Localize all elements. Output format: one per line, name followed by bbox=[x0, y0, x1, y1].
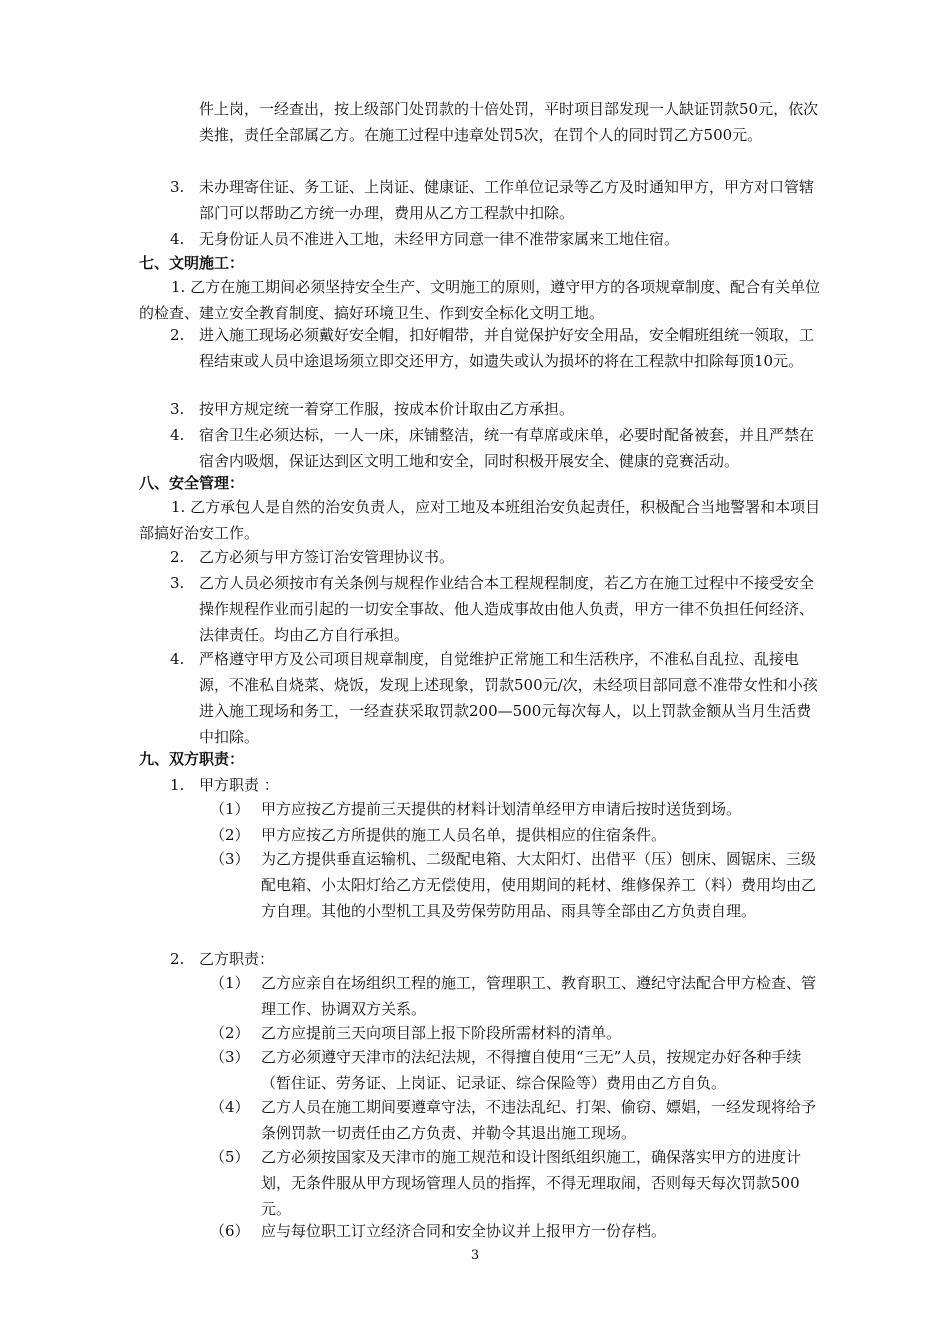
item-number: 3. bbox=[170, 574, 185, 592]
sub-item-text: 乙方应提前三天向项目部上报下阶段所需材料的清单。 bbox=[261, 1024, 622, 1042]
sub-item-number: （6） bbox=[210, 1222, 250, 1240]
sub-item-text: 甲方应按乙方所提供的施工人员名单，提供相应的住宿条件。 bbox=[261, 826, 667, 844]
item-text: 无身份证人员不准进入工地，未经甲方同意一律不准带家属来工地住宿。 bbox=[199, 230, 680, 248]
item-number: 2. bbox=[170, 326, 185, 344]
sub-item-text: 应与每位职工订立经济合同和安全协议并上报甲方一份存档。 bbox=[261, 1222, 667, 1240]
section-heading-civilized-construction: 七、文明施工： bbox=[139, 254, 245, 272]
section-paragraph: 1. 乙方在施工期间必须坚持安全生产、文明施工的原则，遵守甲方的各项规章制度、配合有关单位的检查、建立安全教育制度、搞好环境卫生、作到安全标化文明工地。 bbox=[139, 278, 821, 322]
item-text: 宿舍卫生必须达标，一人一床，床铺整洁，统一有草席或床单，必要时配备被套，并且严禁在宿舍内吸烟，保证达到区文明工地和安全，同时积极开展安全、健康的竞赛活动。 bbox=[199, 426, 815, 470]
section-heading-safety-management: 八、安全管理： bbox=[139, 474, 245, 492]
continued-paragraph: 件上岗，一经查出，按上级部门处罚款的十倍处罚，平时项目部发现一人缺证罚款50元，依次类推，责任全部属乙方。在施工过程中违章处罚5次，在罚个人的同时罚乙方500元。 bbox=[199, 100, 819, 144]
page-number: 3 bbox=[470, 1248, 480, 1263]
item-number: 3. bbox=[170, 178, 185, 196]
item-number: 4. bbox=[170, 230, 185, 248]
sub-item-number: （5） bbox=[210, 1148, 250, 1166]
item-text: 甲方职责 ： bbox=[199, 776, 279, 794]
sub-item-text: 为乙方提供垂直运输机、二级配电箱、大太阳灯、出借平（压）刨床、圆锯床、三级配电箱、小太阳灯给乙方无偿使用，使用期间的耗材、维修保养工（料）费用均由乙方自理。其他的小型机工具及劳保劳防用品、雨具等全部由乙方负责自理。 bbox=[261, 850, 817, 920]
sub-item-number: （3） bbox=[210, 1048, 250, 1066]
sub-item-number: （1） bbox=[210, 800, 250, 818]
section-heading-responsibilities: 九、双方职责： bbox=[139, 750, 245, 768]
item-text: 乙方必须与甲方签订治安管理协议书。 bbox=[199, 548, 455, 566]
sub-item-text: 乙方应亲自在场组织工程的施工，管理职工、教育职工、遵纪守法配合甲方检查、管理工作、协调双方关系。 bbox=[261, 974, 817, 1018]
item-text: 乙方职责： bbox=[199, 950, 275, 968]
sub-item-number: （3） bbox=[210, 850, 250, 868]
sub-item-text: 乙方人员在施工期间要遵章守法，不违法乱纪、打架、偷窃、嫖娼，一经发现将给予条例罚款一切责任由乙方负责、并勒令其退出施工现场。 bbox=[261, 1098, 817, 1142]
item-number: 2. bbox=[170, 548, 185, 566]
item-number: 3. bbox=[170, 400, 185, 418]
sub-item-number: （2） bbox=[210, 1024, 250, 1042]
item-text: 进入施工现场必须戴好安全帽，扣好帽带，并自觉保护好安全用品，安全帽班组统一领取，工程结束或人员中途退场须立即交还甲方，如遗失或认为损坏的将在工程款中扣除每顶10元。 bbox=[199, 326, 815, 370]
sub-item-number: （1） bbox=[210, 974, 250, 992]
item-number: 2. bbox=[170, 950, 185, 968]
item-number: 1. bbox=[170, 776, 185, 794]
item-text: 按甲方规定统一着穿工作服，按成本价计取由乙方承担。 bbox=[199, 400, 575, 418]
sub-item-number: （4） bbox=[210, 1098, 250, 1116]
item-text: 严格遵守甲方及公司项目规章制度，自觉维护正常施工和生活秩序，不准私自乱拉、乱接电源，不准私自烧菜、烧饭，发现上述现象，罚款500元/次，未经项目部同意不准带女性和小孩进入施工现场和务工，一经查获采取罚款200—500元每次每人，以上罚款金额从当月生活费中扣除。 bbox=[199, 650, 818, 746]
item-number: 4. bbox=[170, 650, 185, 668]
sub-item-number: （2） bbox=[210, 826, 250, 844]
section-paragraph: 1. 乙方承包人是自然的治安负责人，应对工地及本班组治安负起责任，积极配合当地警署和本项目部搞好治安工作。 bbox=[139, 498, 821, 542]
sub-item-text: 乙方必须遵守天津市的法纪法规，不得擅自使用“三无”人员，按规定办好各种手续（暂住证、劳务证、上岗证、记录证、综合保险等）费用由乙方自负。 bbox=[261, 1048, 802, 1092]
item-text: 未办理寄住证、务工证、上岗证、健康证、工作单位记录等乙方及时通知甲方，甲方对口管辖部门可以帮助乙方统一办理，费用从乙方工程款中扣除。 bbox=[199, 178, 815, 222]
sub-item-text: 乙方必须按国家及天津市的施工规范和设计图纸组织施工，确保落实甲方的进度计划，无条件服从甲方现场管理人员的指挥，不得无理取闹，否则每天每次罚款500元。 bbox=[261, 1148, 802, 1218]
sub-item-text: 甲方应按乙方提前三天提供的材料计划清单经甲方申请后按时送货到场。 bbox=[261, 800, 742, 818]
item-number: 4. bbox=[170, 426, 185, 444]
item-text: 乙方人员必须按市有关条例与规程作业结合本工程规程制度，若乙方在施工过程中不接受安全操作规程作业而引起的一切安全事故、他人造成事故由他人负责，甲方一律不负担任何经济、法律责任。均由乙方自行承担。 bbox=[199, 574, 815, 644]
